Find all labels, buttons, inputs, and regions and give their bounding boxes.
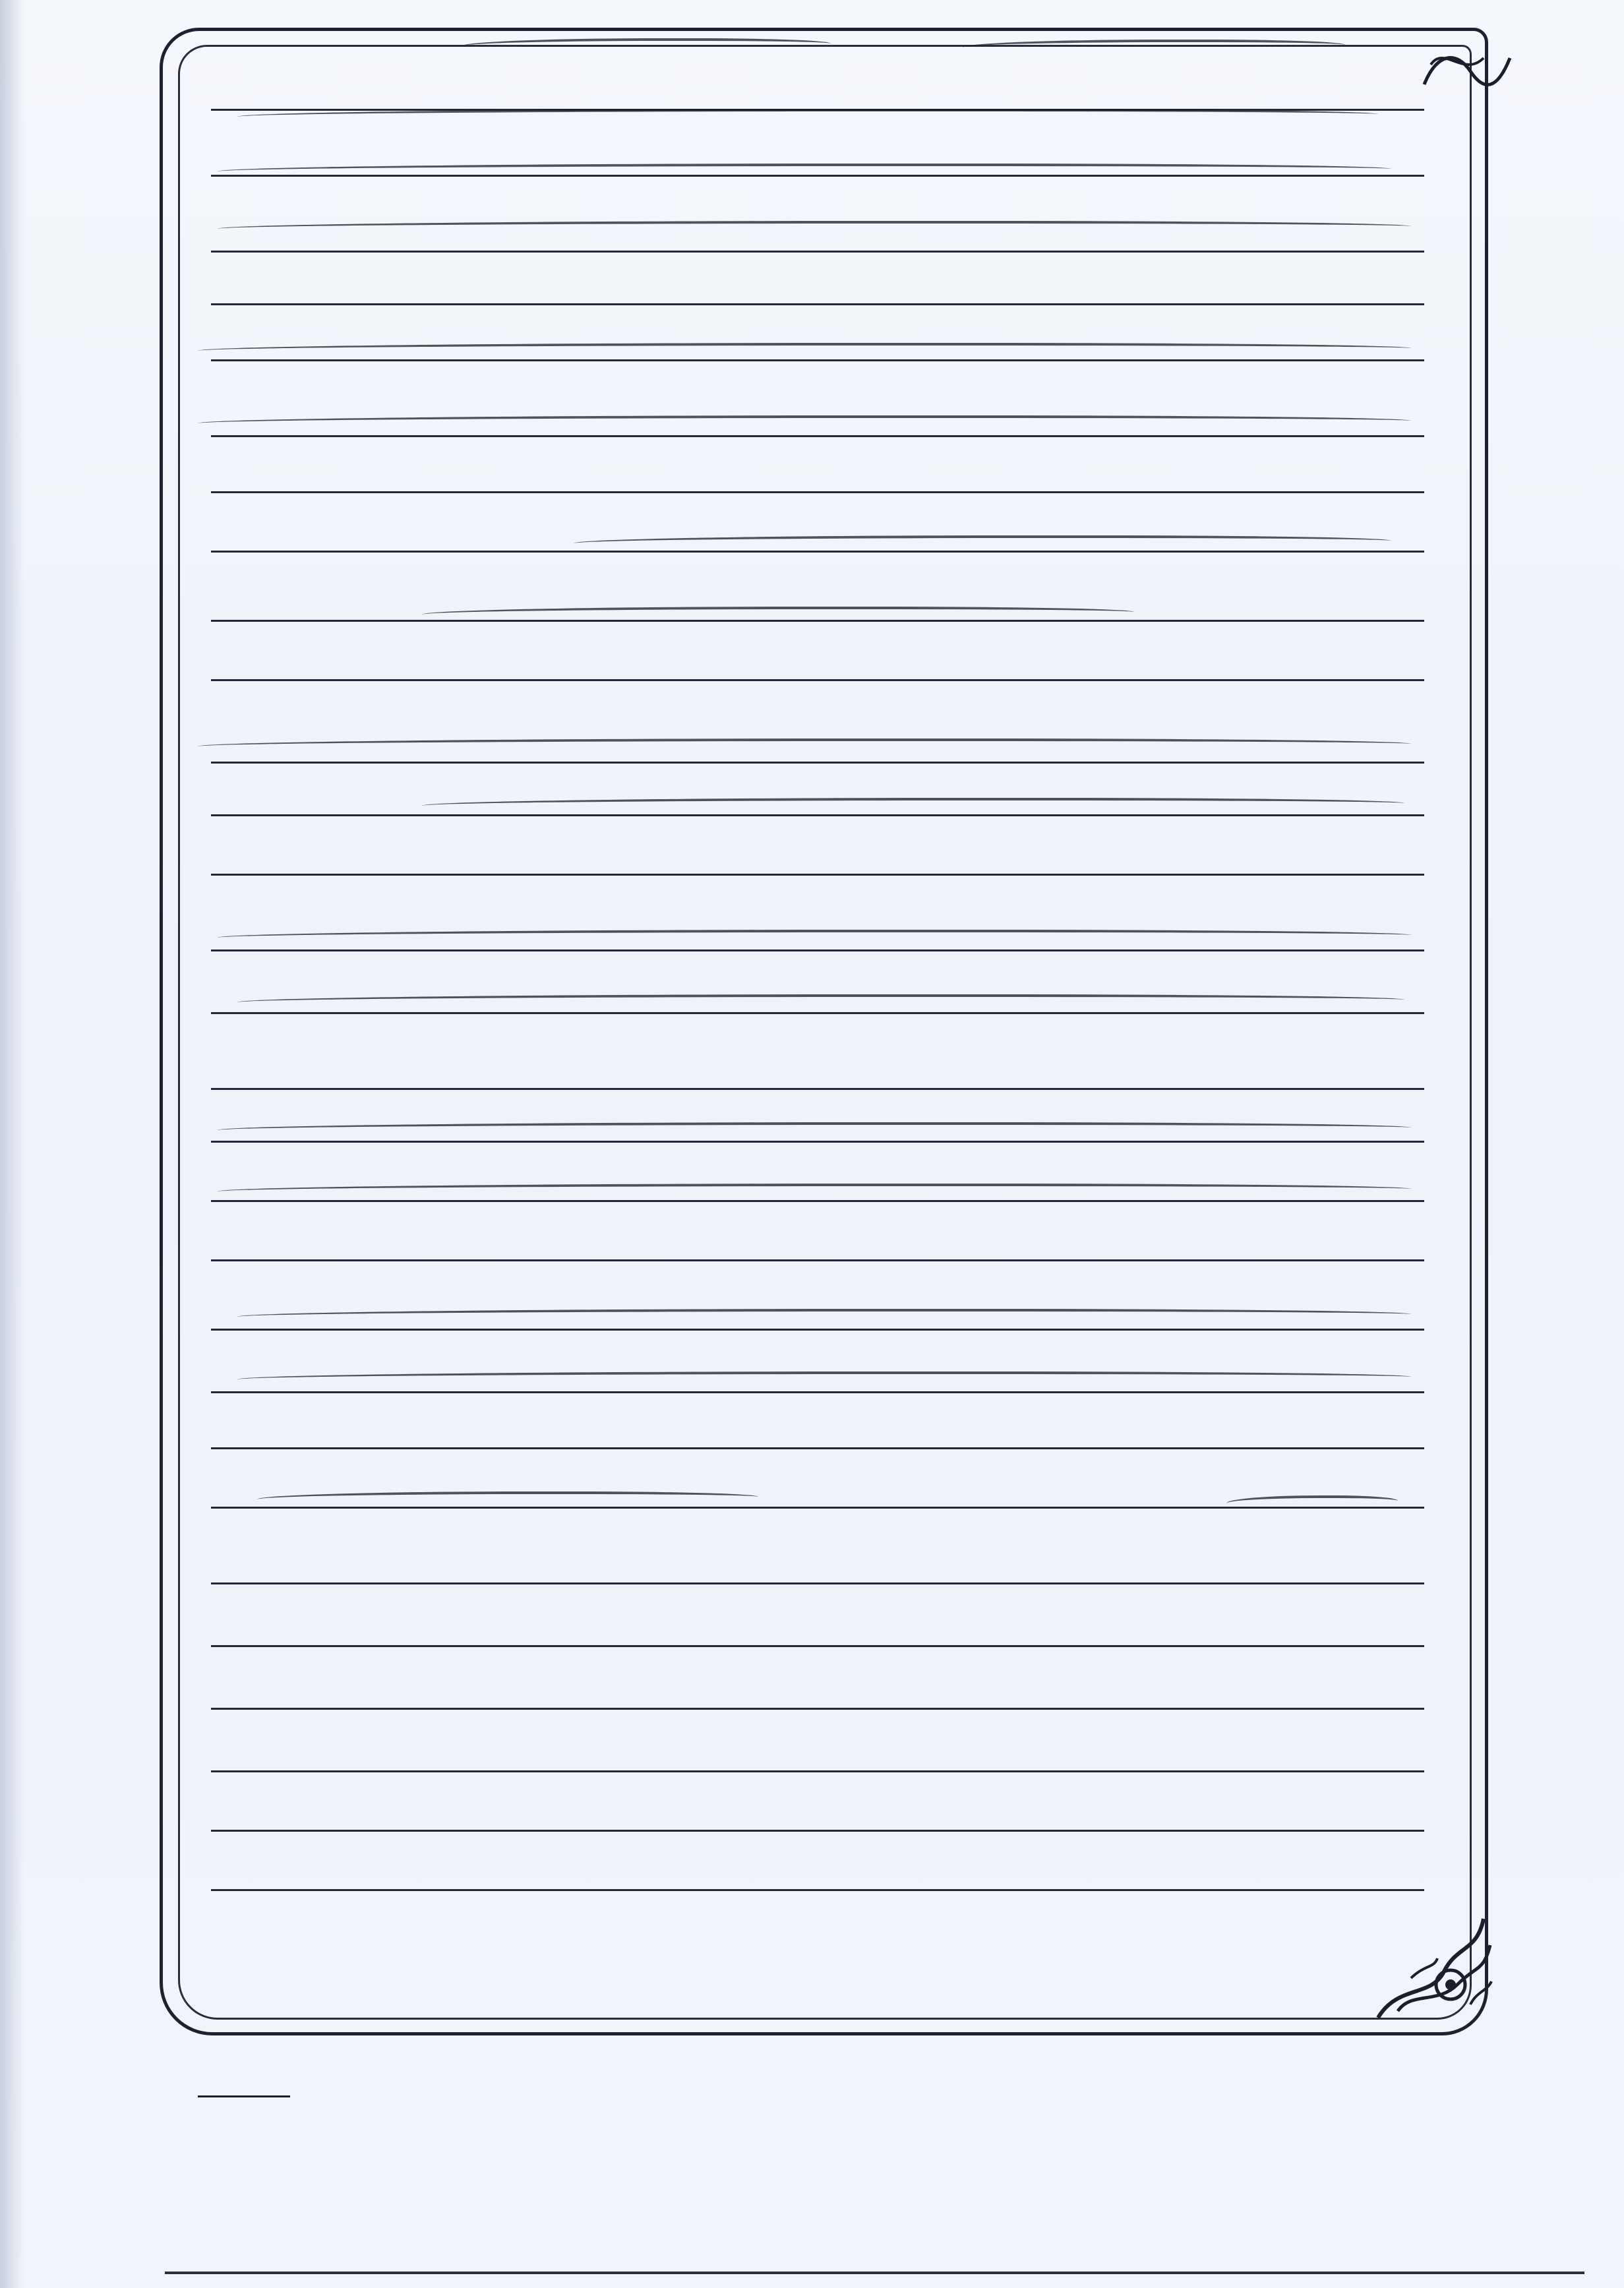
ruled-line — [211, 1391, 1424, 1393]
handwriting-stroke — [257, 1491, 758, 1506]
ruled-line — [211, 359, 1424, 361]
handwriting-stroke — [218, 221, 1411, 235]
handwriting-stroke — [218, 1122, 1411, 1137]
ruled-line — [211, 1200, 1424, 1202]
handwriting-stroke — [198, 415, 1411, 430]
handwriting-stroke — [218, 1184, 1411, 1198]
ruled-line — [211, 1447, 1424, 1449]
ruled-line — [211, 1830, 1424, 1832]
handwriting-stroke — [218, 930, 1411, 944]
ruled-line — [211, 1889, 1424, 1891]
ruled-line — [211, 303, 1424, 305]
handwriting-stroke — [198, 343, 1411, 357]
handwriting-stroke — [237, 109, 1378, 123]
handwriting-stroke — [237, 1371, 1411, 1386]
handwriting-stroke — [237, 1309, 1411, 1323]
ruled-line — [211, 679, 1424, 681]
ruled-line — [211, 1088, 1424, 1090]
handwriting-stroke — [1226, 1495, 1398, 1510]
ruled-line — [211, 1141, 1424, 1143]
handwriting-stroke — [237, 994, 1404, 1009]
ruled-line — [211, 814, 1424, 816]
ruled-line — [211, 1770, 1424, 1772]
ruled-line — [211, 949, 1424, 951]
ruled-line — [211, 1582, 1424, 1584]
page-number-underline — [198, 2095, 290, 2097]
ruled-line — [211, 1012, 1424, 1014]
ruled-line — [211, 874, 1424, 876]
ruled-line — [211, 251, 1424, 253]
ruled-line — [211, 491, 1424, 493]
ruled-line — [211, 1329, 1424, 1331]
handwriting-stroke — [422, 607, 1134, 621]
ruled-line — [211, 435, 1424, 437]
handwriting-stroke — [198, 738, 1411, 753]
ruled-line — [211, 551, 1424, 553]
ruled-line — [211, 1708, 1424, 1710]
handwriting-stroke — [422, 798, 1404, 812]
ruled-line — [211, 762, 1424, 764]
ruled-line — [211, 1645, 1424, 1647]
handwriting-stroke — [574, 535, 1391, 550]
handwriting-stroke — [218, 164, 1391, 178]
ruled-line — [211, 1259, 1424, 1261]
scan-bottom-edge — [165, 2272, 1584, 2274]
